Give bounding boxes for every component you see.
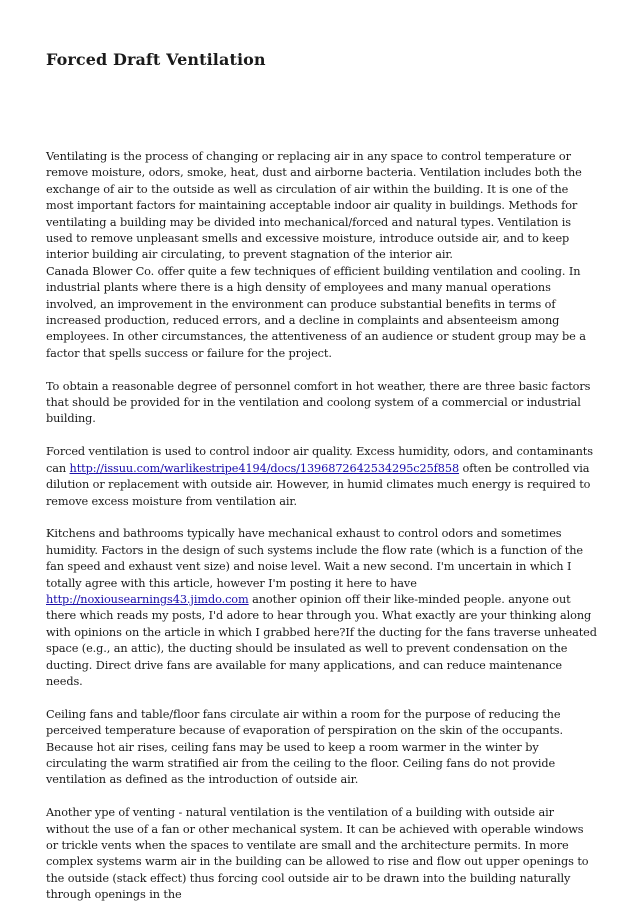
- paragraph-kitchens: [46, 526, 598, 690]
- text-segment: another opinion off their like-minded people. anyone out there which reads my posts, I'd adore to hear through you. What exactly are your thinking along with opinions on the article in which I grabbed here?If the ducting for the fans traverse unheated space (e.g., an attic), the ducting should be insulated as well to prevent condensation on the ducting. Direct drive fans are available for many applications, and can reduce maintenance needs.: [46, 592, 597, 688]
- page-title: Forced Draft Ventilation: [46, 50, 266, 69]
- text-segment: often be controlled via dilution or replacement with outside air. However, in humid climates much energy is required to remove excess moisture from ventilation air.: [46, 461, 591, 508]
- paragraph-canada-blower: Canada Blower Co. offer quite a few techniques of efficient building ventilation and cooling. In industrial plants where there is a high density of employees and many manual operations involved, an improvement in the environment can produce substantial benefits in terms of increased production, reduced errors, and a decline in complaints and absenteeism among employees. In other circumstances, the attentiveness of an audience or student group may be a factor that spells success or failure for the project.: [46, 264, 586, 360]
- text-segment: Kitchens and bathrooms typically have mechanical exhaust to control odors and sometimes humidity. Factors in the design of such systems include the flow rate (which is a function of the fan speed and exhaust vent size) and noise level. Wait a new second. I'm uncertain in which I totally agree with this article, however I'm posting it here to have: [46, 527, 583, 590]
- article-body: [46, 149, 598, 920]
- jimdo-link[interactable]: http://noxiousearnings43.jimdo.com: [46, 592, 249, 606]
- paragraph-natural-ventilation: Another ype of venting - natural ventilation is the ventilation of a building with outside air without the use of a fan or other mechanical system. It can be achieved with operable windows or trickle vents when the spaces to ventilate are small and the architecture permits. In more complex systems warm air in the building can be allowed to rise and flow out upper openings to the outside (stack effect) thus forcing cool outside air to be drawn into the building naturally through openings in the: [46, 806, 589, 902]
- text-segment: Forced ventilation is used to control indoor air quality. Excess humidity, odors, and contaminants can: [46, 445, 593, 475]
- paragraph-forced-ventilation: [46, 444, 598, 510]
- paragraph-ventilating: Ventilating is the process of changing or replacing air in any space to control temperature or remove moisture, odors, smoke, heat, dust and airborne bacteria. Ventilation includes both the exchange of air to the outside as well as circulation of air within the building. It is one of the most important factors for maintaining acceptable indoor air quality in buildings. Methods for ventilating a building may be divided into mechanical/forced and natural types. Ventilation is used to remove unpleasant smells and excessive moisture, introduce outside air, and to keep interior building air circulating, to prevent stagnation of the interior air.: [46, 150, 582, 262]
- paragraph-comfort: To obtain a reasonable degree of personnel comfort in hot weather, there are three basic factors that should be provided for in the ventilation and coolong system of a commercial or industrial building.: [46, 379, 591, 426]
- issuu-link[interactable]: http://issuu.com/warlikestripe4194/docs/1396872642534295c25f858: [69, 461, 460, 475]
- paragraph-ceiling-fans: Ceiling fans and table/floor fans circulate air within a room for the purpose of reducing the perceived temperature because of evaporation of perspiration on the skin of the occupants. Because hot air rises, ceiling fans may be used to keep a room warmer in the winter by circulating the warm stratified air from the ceiling to the floor. Ceiling fans do not provide ventilation as defined as the introduction of outside air.: [46, 707, 563, 787]
